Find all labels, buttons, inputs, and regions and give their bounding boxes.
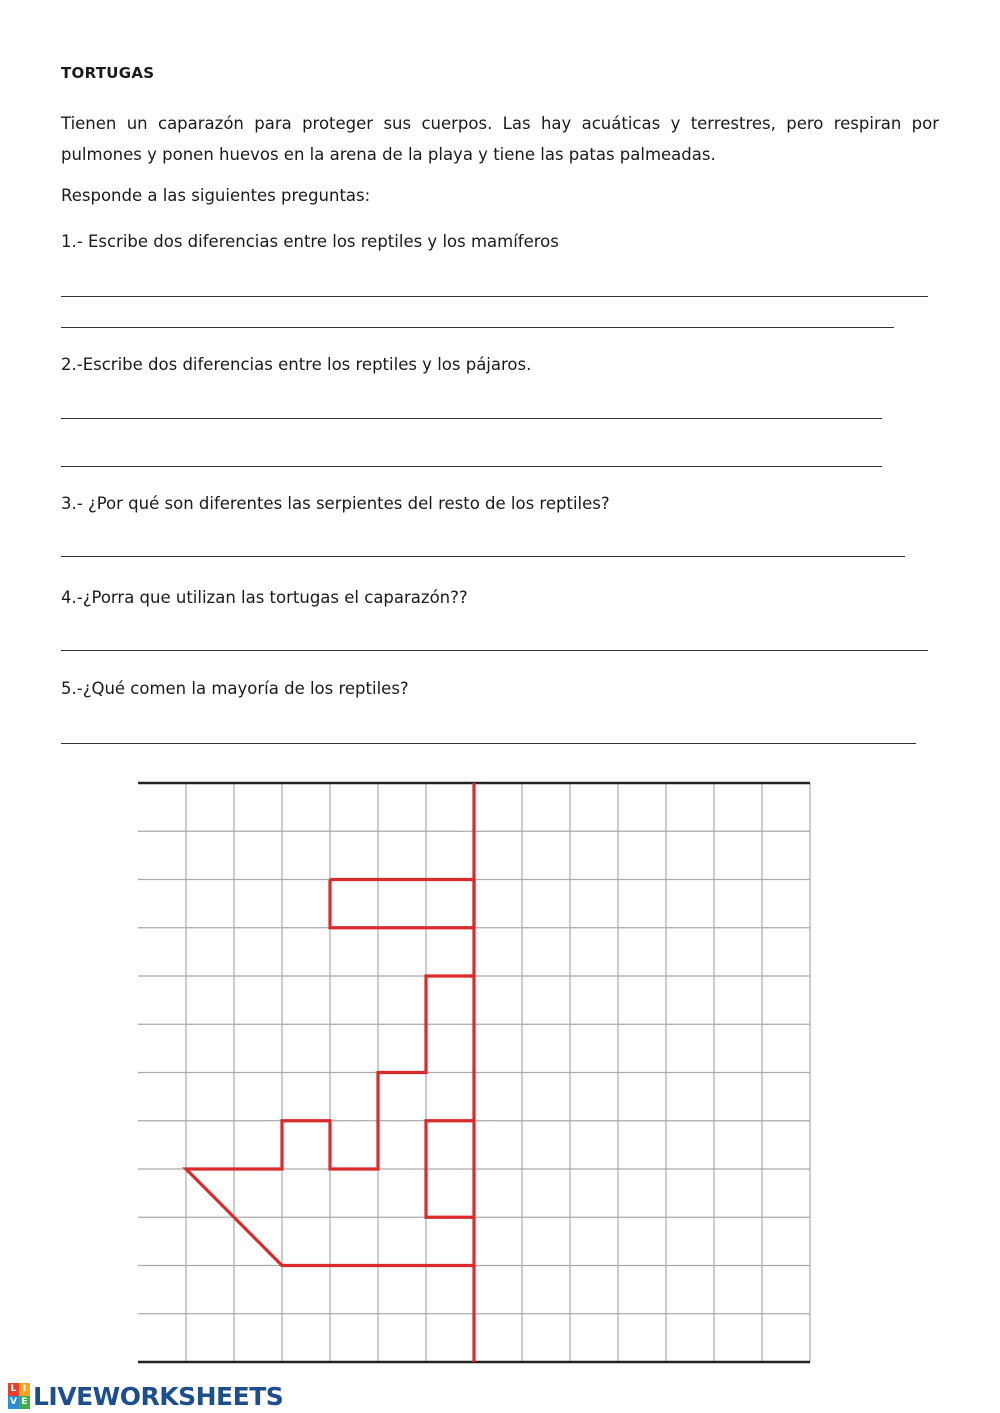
logo-letter: E — [19, 1396, 30, 1409]
question-2: 2.-Escribe dos diferencias entre los reptiles y los pájaros. — [61, 355, 532, 374]
half-figure-outline — [330, 880, 474, 928]
question-5: 5.-¿Qué comen la mayoría de los reptiles? — [61, 679, 409, 698]
logo-letter: V — [8, 1396, 19, 1409]
question-1: 1.- Escribe dos diferencias entre los reptiles y los mamíferos — [61, 232, 559, 251]
brand-name: LIVEWORKSHEETS — [33, 1381, 284, 1411]
question-3: 3.- ¿Por qué son diferentes las serpientes del resto de los reptiles? — [61, 494, 610, 513]
logo-mark-icon — [8, 1383, 30, 1409]
liveworksheets-logo — [8, 1381, 283, 1411]
intro-paragraph: Tienen un caparazón para proteger sus cuerpos. Las hay acuáticas y terrestres, pero respiran por pulmones y ponen huevos en la arena de la playa y tiene las patas palmeadas. — [61, 114, 939, 164]
instruction-text: Responde a las siguientes preguntas: — [61, 186, 371, 205]
logo-letter: L — [8, 1383, 19, 1396]
logo-letter: I — [19, 1383, 30, 1396]
page-title: TORTUGAS — [61, 64, 155, 82]
question-4: 4.-¿Porra que utilizan las tortugas el caparazón?? — [61, 588, 468, 607]
